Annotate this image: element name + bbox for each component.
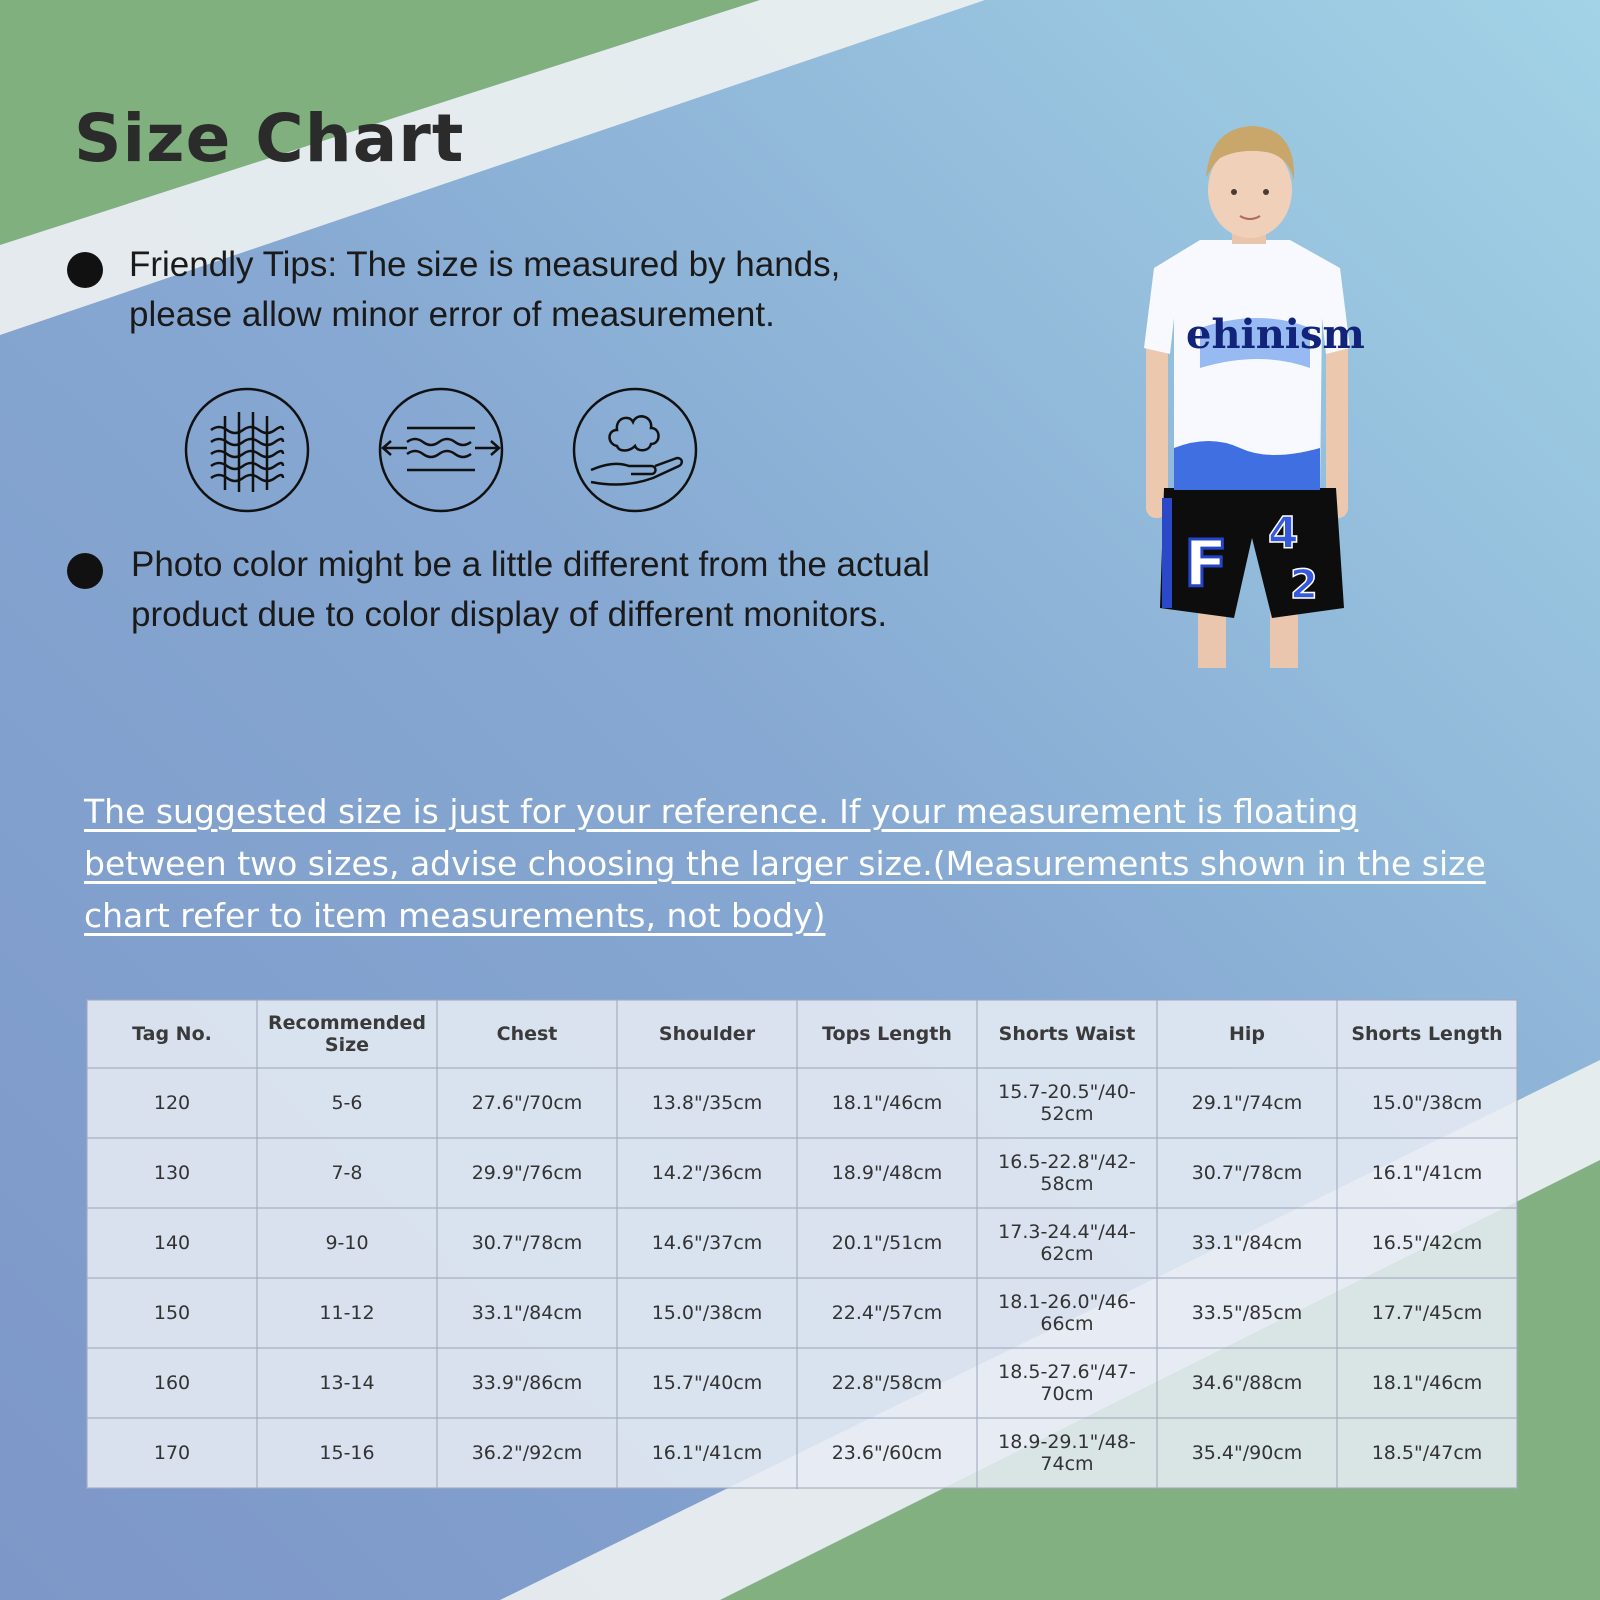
table-cell: 34.6"/88cm — [1157, 1348, 1337, 1418]
header-shorts-length: Shorts Length — [1337, 1000, 1517, 1068]
table-cell: 18.5-27.6"/47-70cm — [977, 1348, 1157, 1418]
table-cell: 18.5"/47cm — [1337, 1418, 1517, 1488]
table-cell: 30.7"/78cm — [1157, 1138, 1337, 1208]
header-shoulder: Shoulder — [617, 1000, 797, 1068]
table-cell: 35.4"/90cm — [1157, 1418, 1337, 1488]
table-cell: 30.7"/78cm — [437, 1208, 617, 1278]
header-tops-length: Tops Length — [797, 1000, 977, 1068]
fabric-mesh-icon — [183, 386, 311, 514]
table-cell: 7-8 — [257, 1138, 437, 1208]
header-shorts-waist: Shorts Waist — [977, 1000, 1157, 1068]
header-chest: Chest — [437, 1000, 617, 1068]
table-row — [87, 1418, 1517, 1488]
table-cell: 11-12 — [257, 1278, 437, 1348]
header-hip: Hip — [1157, 1000, 1337, 1068]
shorts-number-2: 2 — [1290, 562, 1318, 608]
table-cell: 18.1-26.0"/46-66cm — [977, 1278, 1157, 1348]
size-advice-note: The suggested size is just for your reference. If your measurement is floating between two sizes, advise choosing the larger size.(Measurements shown in the size chart refer to item measurements, not body) — [84, 792, 1486, 935]
table-cell: 22.4"/57cm — [797, 1278, 977, 1348]
table-cell: 33.9"/86cm — [437, 1348, 617, 1418]
table-cell: 15.7-20.5"/40-52cm — [977, 1068, 1157, 1138]
table-cell: 22.8"/58cm — [797, 1348, 977, 1418]
table-cell: 15-16 — [257, 1418, 437, 1488]
table-cell: 27.6"/70cm — [437, 1068, 617, 1138]
page-title: Size Chart — [74, 100, 465, 177]
fabric-features — [183, 386, 699, 514]
table-cell: 150 — [87, 1278, 257, 1348]
header-recommended-size: Recommended Size — [257, 1000, 437, 1068]
header-tag-no: Tag No. — [87, 1000, 257, 1068]
table-cell: 17.3-24.4"/44-62cm — [977, 1208, 1157, 1278]
table-cell: 16.1"/41cm — [1337, 1138, 1517, 1208]
table-cell: 15.7"/40cm — [617, 1348, 797, 1418]
photo-color-tip-text: Photo color might be a little different from the actual product due to color display of different monitors. — [131, 545, 930, 634]
table-cell: 9-10 — [257, 1208, 437, 1278]
table-cell: 16.5"/42cm — [1337, 1208, 1517, 1278]
table-cell: 14.2"/36cm — [617, 1138, 797, 1208]
tip-bullet — [67, 252, 103, 288]
table-cell: 170 — [87, 1418, 257, 1488]
table-cell: 33.1"/84cm — [437, 1278, 617, 1348]
table-cell: 18.1"/46cm — [1337, 1348, 1517, 1418]
table-header-row — [87, 1000, 1517, 1068]
product-photo — [1140, 118, 1380, 668]
table-cell: 29.1"/74cm — [1157, 1068, 1337, 1138]
friendly-tip-text: Friendly Tips: The size is measured by hands, please allow minor error of measurement. — [129, 245, 841, 334]
table-cell: 17.7"/45cm — [1337, 1278, 1517, 1348]
table-cell: 33.5"/85cm — [1157, 1278, 1337, 1348]
table-cell: 23.6"/60cm — [797, 1418, 977, 1488]
soft-cotton-hand-icon — [571, 386, 699, 514]
table-cell: 33.1"/84cm — [1157, 1208, 1337, 1278]
table-cell: 29.9"/76cm — [437, 1138, 617, 1208]
table-cell: 18.1"/46cm — [797, 1068, 977, 1138]
table-cell: 16.1"/41cm — [617, 1418, 797, 1488]
shorts-letter: F — [1184, 528, 1228, 602]
table-row — [87, 1348, 1517, 1418]
table-cell: 130 — [87, 1138, 257, 1208]
table-cell: 15.0"/38cm — [1337, 1068, 1517, 1138]
table-row — [87, 1208, 1517, 1278]
table-cell: 13.8"/35cm — [617, 1068, 797, 1138]
tip-bullet — [67, 553, 103, 589]
table-cell: 18.9-29.1"/48-74cm — [977, 1418, 1157, 1488]
size-table — [86, 999, 1518, 1489]
table-cell: 16.5-22.8"/42-58cm — [977, 1138, 1157, 1208]
table-cell: 36.2"/92cm — [437, 1418, 617, 1488]
table-row — [87, 1138, 1517, 1208]
shorts-number-1: 4 — [1268, 508, 1299, 559]
table-cell: 160 — [87, 1348, 257, 1418]
table-cell: 5-6 — [257, 1068, 437, 1138]
table-cell: 120 — [87, 1068, 257, 1138]
table-cell: 15.0"/38cm — [617, 1278, 797, 1348]
table-cell: 13-14 — [257, 1348, 437, 1418]
shirt-print: ehinism — [1186, 311, 1365, 358]
table-row — [87, 1068, 1517, 1138]
table-cell: 14.6"/37cm — [617, 1208, 797, 1278]
table-cell: 140 — [87, 1208, 257, 1278]
table-cell: 18.9"/48cm — [797, 1138, 977, 1208]
table-row — [87, 1278, 1517, 1348]
table-cell: 20.1"/51cm — [797, 1208, 977, 1278]
stretch-fabric-icon — [377, 386, 505, 514]
